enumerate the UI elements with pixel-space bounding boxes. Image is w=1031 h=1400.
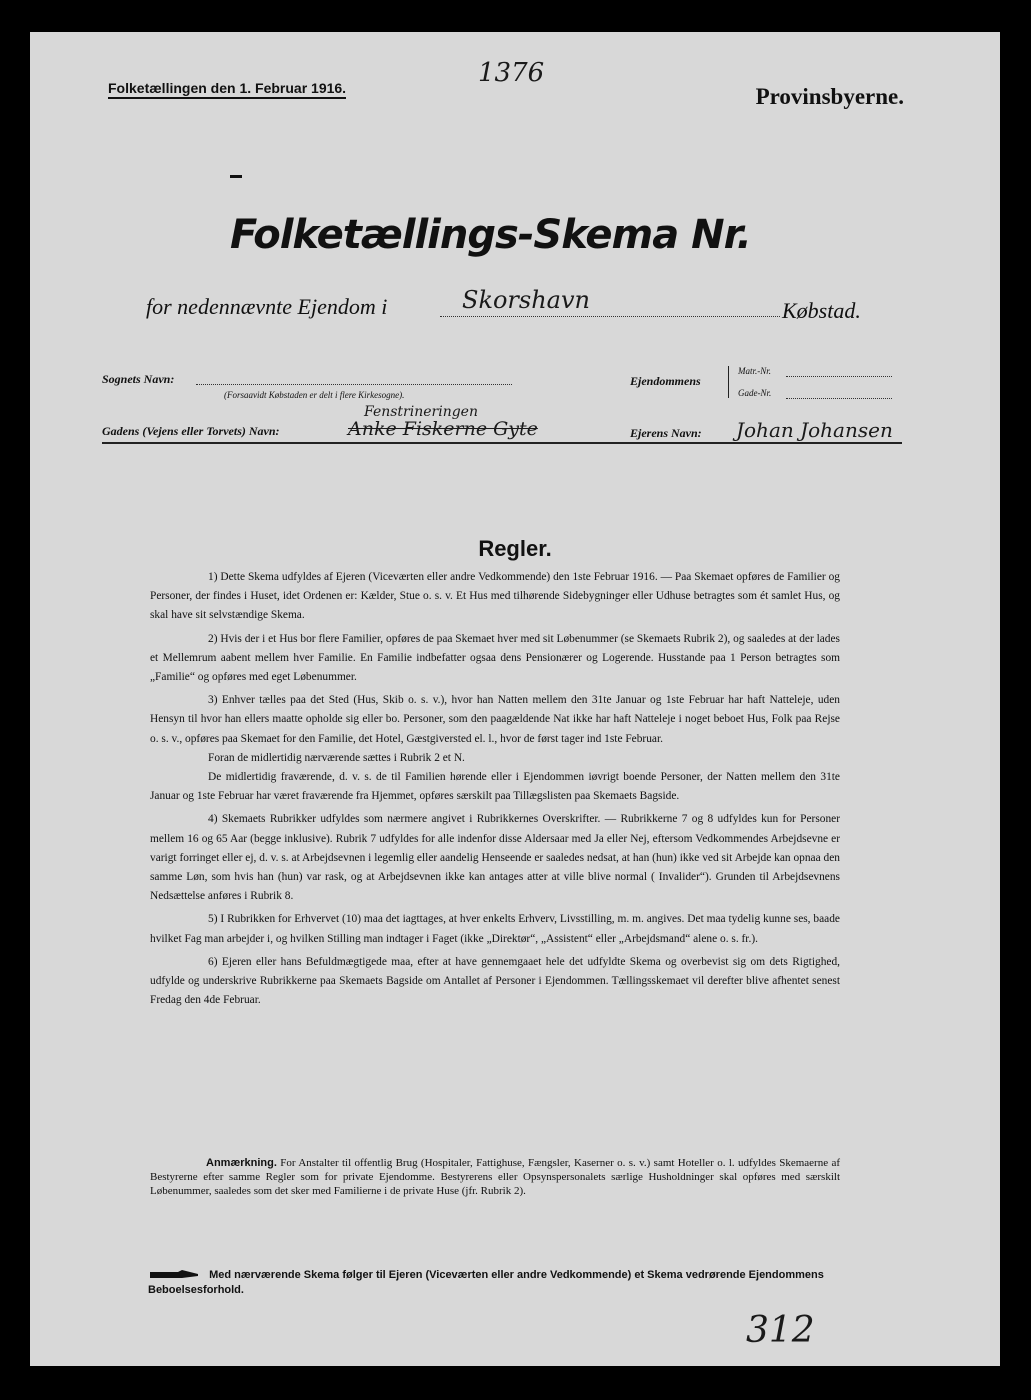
remark-label: Anmærkning. [206,1157,277,1169]
owner-name: Johan Johansen [736,418,893,442]
rule-6: 6) Ejeren eller hans Befuldmægtigede maa, efter at have gennemgaaet hele det udfyldte Skema og overbevist sig om dets Rigtighed, udfylde og underskrive Rubrikkerne paa Skemaets Bagside om Antallet af Personer i Ejendommen. Tællingsskemaet vil derefter blive afhentet senest Fredag den 4de Februar. [150,955,840,1007]
gade-dotted-line [786,398,892,399]
property-label: Ejendommens [630,374,701,388]
matr-label: Matr.-Nr. [738,366,772,376]
remark-text: For Anstalter til offentlig Brug (Hospitaler, Fattighuse, Fængsler, Kaserner o. s. v.) samt Hoteller o. l. udfyldes Skemaerne af Bestyrerne efter samme Regler som for private Ejendomme. Bestyrerens eller Opsynspersonalets særlige Husholdninger skal opføres med særskilt Løbenummer, saaledes som det sker med Familierne i de private Huse (jfr. Rubrik 2). [150,1157,840,1197]
rules-list [150,568,840,1014]
town-suffix: Købstad. [782,298,861,323]
footer-text: Med nærværende Skema følger til Ejeren (Viceværten eller andre Vedkommende) et Skema vedrørende Ejendommens Beboelsesforhold. [148,1269,824,1296]
owner-label: Ejerens Navn: [630,426,702,440]
region-label: Provinsbyerne. [755,84,904,109]
matr-dotted-line [786,376,892,377]
parish-dotted-line [196,384,512,385]
rule-3: 3) Enhver tælles paa det Sted (Hus, Skib o. s. v.), hvor han Natten mellem den 31te Januar og 1ste Februar har haft Natteleje, uden Hensyn til hvor han ellers maatte opholde sig eller bo. Personer, som den paagældende Nat ikke har haft Natteleje i noget beboet Hus, Folk paa Rejse o. s. v., opføres paa Skemaet for den Familie, det Hotel, Gæstgiversted el. l., hvor de først tager ind 1ste Februar. [150,694,840,745]
gade-label: Gade-Nr. [738,388,772,398]
rule-3-temporary-absent: De midlertidig fraværende, d. v. s. de til Familien hørende eller i Ejendommen iøvrigt boende Personer, der Natten mellem den 31te Januar og 1ste Februar har været fraværende fra Hjemmet, opføres særskilt paa Tillægslisten paa Skemaets Bagside. [150,771,840,803]
town-name: Skorshavn [462,286,591,314]
pointing-hand-icon [148,1270,200,1280]
page-number: 312 [746,1310,815,1351]
header-rule [102,442,902,444]
parish-note: (Forsaavidt Købstaden er delt i flere Kirkesogne). [224,390,405,400]
remark [150,1156,840,1198]
town-dotted-line [440,316,780,317]
form-title: Folketællings-Skema Nr. [230,212,751,258]
census-form-page [30,32,1000,1366]
street-label: Gadens (Vejens eller Torvets) Navn: [102,424,280,438]
rule-4: 4) Skemaets Rubrikker udfyldes som nærmere angivet i Rubrikkernes Overskrifter. — Rubrikkerne 7 og 8 udfyldes kun for Personer mellem 16 og 65 Aar (begge inklusive). Rubrik 7 udfyldes for alle indenfor disse Aldersaar med Ja eller Nej, eftersom Vedkommendes Arbejdsevne er varigt forringet eller ej, d. v. s. at Arbejdsevnen i legemlig eller aandelig Henseende er saaledes nedsat, at han (hun) ikke ved sit Arbejde kan opnaa den samme Løn, som hvis han (hun) var rask, og at Arbejdsevnen ikke kan antages atter at ville blive normal ( Invalider“). Grunden til Arbejdsevnens Nedsættelse anføres i Rubrik 8. [150,813,840,903]
parish-label: Sognets Navn: [102,372,175,386]
census-date-header: Folketællingen den 1. Februar 1916. [108,80,346,99]
rule-2: 2) Hvis der i et Hus bor flere Familier, opføres de paa Skemaet hver med sit Løbenummer (se Skemaets Rubrik 2), og saaledes at der lades et Mellemrum aabent mellem hver Familie. En Familie indbefatter ogsaa dens Pensionærer og Logerende. Husstande paa 1 Person betragtes som „Familie“ og opføres med eget Løbenummer. [150,632,840,684]
for-property-label: for nedennævnte Ejendom i [146,294,388,319]
rule-1: 1) Dette Skema udfyldes af Ejeren (Viceværten eller andre Vedkommende) den 1ste Februar 1916. — Paa Skemaet opføres de Familier og Personer, der findes i Huset, idet Ordenen er: Kælder, Stue o. s. v. Et Hus med tilhørende Sidebygninger eller Udhuse betragtes som ét samlet Hus, og skal have sit selvstændige Skema. [150,571,840,622]
property-bracket [728,366,729,398]
divider-mark [230,175,242,178]
rule-3-temporary-present: Foran de midlertidig nærværende sættes i Rubrik 2 et N. [208,751,465,764]
footer-notice [148,1268,838,1298]
street-name: Anke Fiskerne Gyte [348,418,538,440]
rules-heading: Regler. [478,536,552,561]
archive-number: 1376 [478,58,545,88]
street-correction: Fenstrineringen [364,404,478,420]
rule-5: 5) I Rubrikken for Erhvervet (10) maa det iagttages, at hver enkelts Erhverv, Livsstilling, m. m. angives. Det maa tydelig kunne ses, baade hvilket Fag man arbejder i, og hvilken Stilling man indtager i Faget (ikke „Direktør“, „Assistent“ eller „Arbejdsmand“ alene o. s. fr.). [150,913,840,945]
